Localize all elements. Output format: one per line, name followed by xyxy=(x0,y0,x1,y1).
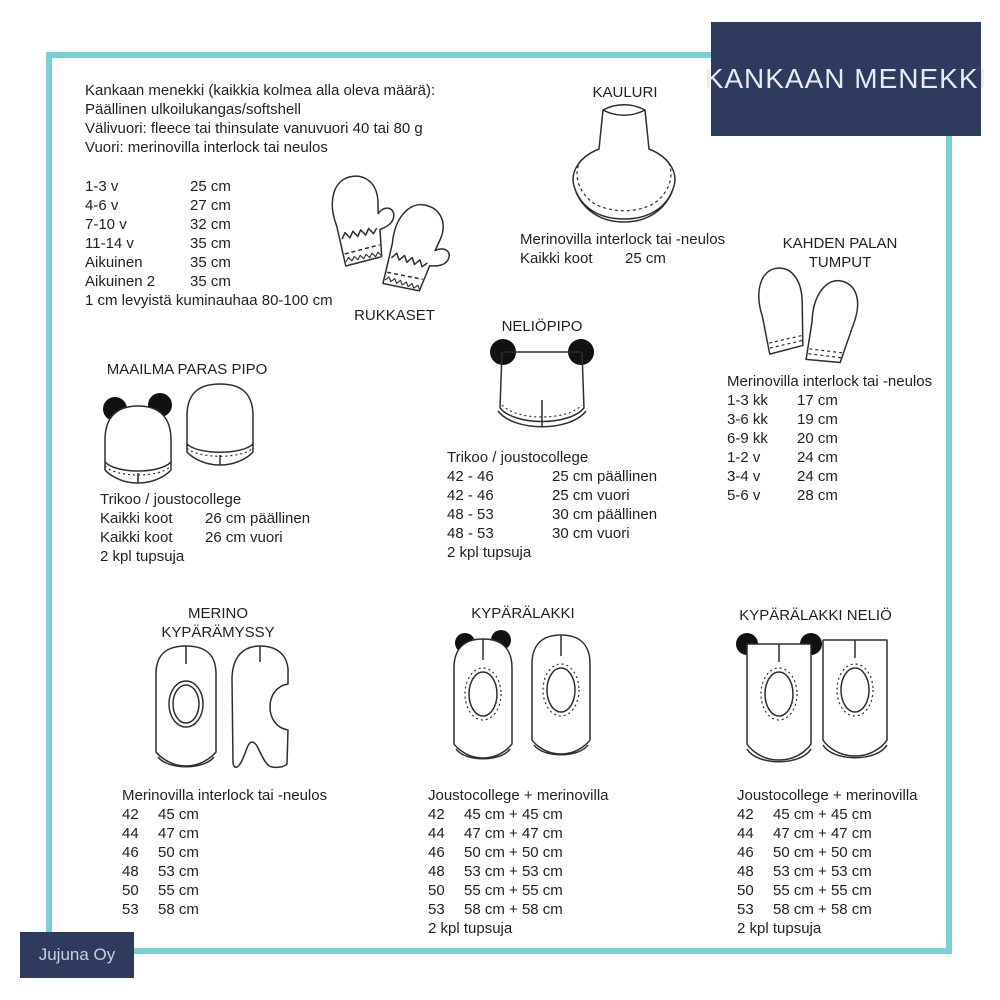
table-row xyxy=(727,429,932,448)
size-value: 58 cm xyxy=(158,901,199,918)
general-footer: 1 cm levyistä kuminauhaa 80-100 cm xyxy=(85,292,333,309)
page-title-box xyxy=(704,22,988,136)
table-row xyxy=(85,253,333,272)
material-line: Merinovilla interlock tai -neulos xyxy=(727,373,933,390)
table-row xyxy=(727,467,932,486)
size-value: 32 cm xyxy=(190,216,231,233)
size-value: 50 cm xyxy=(158,844,199,861)
table-row xyxy=(737,862,918,881)
size-value: 45 cm + 45 cm xyxy=(464,806,563,823)
brand-label: Jujuna Oy xyxy=(38,945,116,964)
general-size-table xyxy=(85,177,333,310)
neliopipo-footer: 2 kpl tupsuja xyxy=(447,544,532,561)
size-value: 24 cm xyxy=(797,468,838,485)
myssy-title xyxy=(118,604,318,642)
size-value: 47 cm + 47 cm xyxy=(773,825,872,842)
size-value: 53 cm + 53 cm xyxy=(773,863,872,880)
kyparalakki-nelio-footer: 2 kpl tupsuja xyxy=(737,920,822,937)
size-label: 42 xyxy=(737,806,754,823)
size-value: 50 cm + 50 cm xyxy=(464,844,563,861)
table-row xyxy=(428,805,609,824)
intro-line: Välivuori: fleece tai thinsulate vanuvuori 40 tai 80 g xyxy=(85,120,423,137)
size-label: 46 xyxy=(122,844,139,861)
table-row xyxy=(737,843,918,862)
table-row xyxy=(727,486,932,505)
kyparalakki-illustration xyxy=(450,626,600,772)
kyparalakki-nelio-pompom-piece xyxy=(736,633,822,762)
neliopipo-info xyxy=(447,448,657,562)
size-label: 44 xyxy=(737,825,754,842)
size-label: 11-14 v xyxy=(85,235,134,252)
size-label: 42 xyxy=(122,806,139,823)
table-row xyxy=(428,843,609,862)
size-value: 24 cm xyxy=(797,449,838,466)
kauluri-info xyxy=(520,230,725,268)
table-row xyxy=(737,881,918,900)
material-line: Trikoo / joustocollege xyxy=(447,449,589,466)
pipo-hats-illustration xyxy=(93,378,265,488)
size-value: 26 cm päällinen xyxy=(205,510,311,527)
table-row xyxy=(727,448,932,467)
size-value: 19 cm xyxy=(797,411,838,428)
size-label: 42 xyxy=(428,806,445,823)
tumput-mittens-illustration xyxy=(748,258,868,363)
material-line: Joustocollege + merinovilla xyxy=(428,787,609,804)
table-row xyxy=(85,177,333,196)
size-label: 48 xyxy=(122,863,139,880)
size-label: 50 xyxy=(737,882,754,899)
table-row xyxy=(100,509,310,528)
material-line: Trikoo / joustocollege xyxy=(100,491,242,508)
size-value: 20 cm xyxy=(797,430,838,447)
table-row xyxy=(100,528,310,547)
table-row xyxy=(737,805,918,824)
table-row xyxy=(428,824,609,843)
table-row xyxy=(85,272,333,291)
neliopipo-hat-illustration xyxy=(487,336,597,436)
size-value: 50 cm + 50 cm xyxy=(773,844,872,861)
size-label: Kaikki koot xyxy=(520,250,593,267)
rukkaset-title: RUKKASET xyxy=(354,307,435,324)
size-label: 5-6 v xyxy=(727,487,761,504)
table-row xyxy=(737,900,918,919)
kauluri-title: KAULURI xyxy=(592,84,658,101)
size-value: 30 cm päällinen xyxy=(552,506,658,523)
size-value: 35 cm xyxy=(190,273,231,290)
size-label: 3-4 v xyxy=(727,468,761,485)
size-value: 25 cm xyxy=(190,178,231,195)
table-row xyxy=(447,467,657,486)
table-row xyxy=(447,486,657,505)
myssy-title-line1: MERINO xyxy=(188,605,248,622)
pipo-title: MAAILMA PARAS PIPO xyxy=(106,361,268,378)
size-label: 6-9 kk xyxy=(727,430,768,447)
size-label: 1-3 v xyxy=(85,178,119,195)
size-label: 44 xyxy=(122,825,139,842)
rukkaset-mittens-illustration xyxy=(322,168,467,303)
table-row xyxy=(122,824,327,843)
size-value: 58 cm + 58 cm xyxy=(464,901,563,918)
size-value: 58 cm + 58 cm xyxy=(773,901,872,918)
pipo-info xyxy=(100,490,310,566)
intro-line: Vuori: merinovilla interlock tai neulos xyxy=(85,139,328,156)
kyparalakki-nelio-illustration xyxy=(733,628,893,774)
size-label: Aikuinen xyxy=(85,254,143,271)
size-label: 53 xyxy=(737,901,754,918)
size-label: 1-2 v xyxy=(727,449,761,466)
page-title: KANKAAN MENEKKI xyxy=(704,63,988,94)
table-row xyxy=(428,862,609,881)
table-row xyxy=(122,881,327,900)
table-row xyxy=(85,196,333,215)
table-row xyxy=(727,410,932,429)
size-value: 53 cm xyxy=(158,863,199,880)
size-label: Aikuinen 2 xyxy=(85,273,156,290)
table-row xyxy=(85,234,333,253)
kyparalakki-eared-piece xyxy=(454,630,512,759)
size-value: 25 cm xyxy=(625,250,666,267)
size-label: 44 xyxy=(428,825,445,842)
kyparalakki-info xyxy=(428,786,609,938)
table-row xyxy=(85,215,333,234)
table-row xyxy=(428,900,609,919)
kyparalakki-title: KYPÄRÄLAKKI xyxy=(471,605,575,622)
size-label: 53 xyxy=(428,901,445,918)
size-value: 17 cm xyxy=(797,392,838,409)
size-value: 45 cm xyxy=(158,806,199,823)
size-label: 42 - 46 xyxy=(447,487,494,504)
material-line: Merinovilla interlock tai -neulos xyxy=(122,787,328,804)
size-value: 35 cm xyxy=(190,254,231,271)
size-label: 4-6 v xyxy=(85,197,119,214)
myssy-balaclava-illustration xyxy=(148,640,298,780)
size-label: 48 - 53 xyxy=(447,506,494,523)
size-value: 53 cm + 53 cm xyxy=(464,863,563,880)
size-label: 7-10 v xyxy=(85,216,127,233)
size-label: Kaikki koot xyxy=(100,529,173,546)
size-value: 30 cm vuori xyxy=(552,525,630,542)
material-line: Joustocollege + merinovilla xyxy=(737,787,918,804)
size-label: 3-6 kk xyxy=(727,411,768,428)
size-value: 26 cm vuori xyxy=(205,529,283,546)
neliopipo-title: NELIÖPIPO xyxy=(501,318,583,335)
intro-line: Kankaan menekki (kaikkia kolmea alla oleva määrä): xyxy=(85,82,436,99)
table-row xyxy=(122,900,327,919)
tumput-info xyxy=(727,372,932,505)
tumput-title-line1: KAHDEN PALAN xyxy=(782,235,898,252)
size-label: 48 xyxy=(428,863,445,880)
myssy-info xyxy=(122,786,327,919)
table-row xyxy=(520,249,725,268)
size-label: 46 xyxy=(428,844,445,861)
size-label: 53 xyxy=(122,901,139,918)
size-label: 48 xyxy=(737,863,754,880)
table-row xyxy=(727,391,932,410)
kyparalakki-nelio-info xyxy=(737,786,918,938)
table-row xyxy=(447,524,657,543)
size-label: 50 xyxy=(428,882,445,899)
table-row xyxy=(428,881,609,900)
table-row xyxy=(447,505,657,524)
size-label: 50 xyxy=(122,882,139,899)
tumput-title-line2: TUMPUT xyxy=(808,254,872,271)
material-line: Merinovilla interlock tai -neulos xyxy=(520,231,726,248)
myssy-title-line2: KYPÄRÄMYSSY xyxy=(161,624,275,641)
table-row xyxy=(122,805,327,824)
size-label: 1-3 kk xyxy=(727,392,768,409)
size-label: 46 xyxy=(737,844,754,861)
size-label: 48 - 53 xyxy=(447,525,494,542)
table-row xyxy=(122,862,327,881)
size-value: 45 cm + 45 cm xyxy=(773,806,872,823)
size-value: 28 cm xyxy=(797,487,838,504)
size-value: 55 cm xyxy=(158,882,199,899)
table-row xyxy=(737,824,918,843)
size-value: 25 cm vuori xyxy=(552,487,630,504)
brand-box xyxy=(20,932,134,978)
pipo-footer: 2 kpl tupsuja xyxy=(100,548,185,565)
kyparalakki-footer: 2 kpl tupsuja xyxy=(428,920,513,937)
size-value: 25 cm päällinen xyxy=(552,468,658,485)
size-value: 35 cm xyxy=(190,235,231,252)
size-value: 47 cm + 47 cm xyxy=(464,825,563,842)
intro-text xyxy=(85,81,435,157)
intro-line: Päällinen ulkoilukangas/softshell xyxy=(85,101,301,118)
size-value: 55 cm + 55 cm xyxy=(464,882,563,899)
table-row xyxy=(122,843,327,862)
size-value: 55 cm + 55 cm xyxy=(773,882,872,899)
size-value: 47 cm xyxy=(158,825,199,842)
size-label: Kaikki koot xyxy=(100,510,173,527)
kauluri-neckwarmer-illustration xyxy=(566,100,684,230)
size-label: 42 - 46 xyxy=(447,468,494,485)
size-value: 27 cm xyxy=(190,197,231,214)
kyparalakki-nelio-title: KYPÄRÄLAKKI NELIÖ xyxy=(739,607,892,624)
